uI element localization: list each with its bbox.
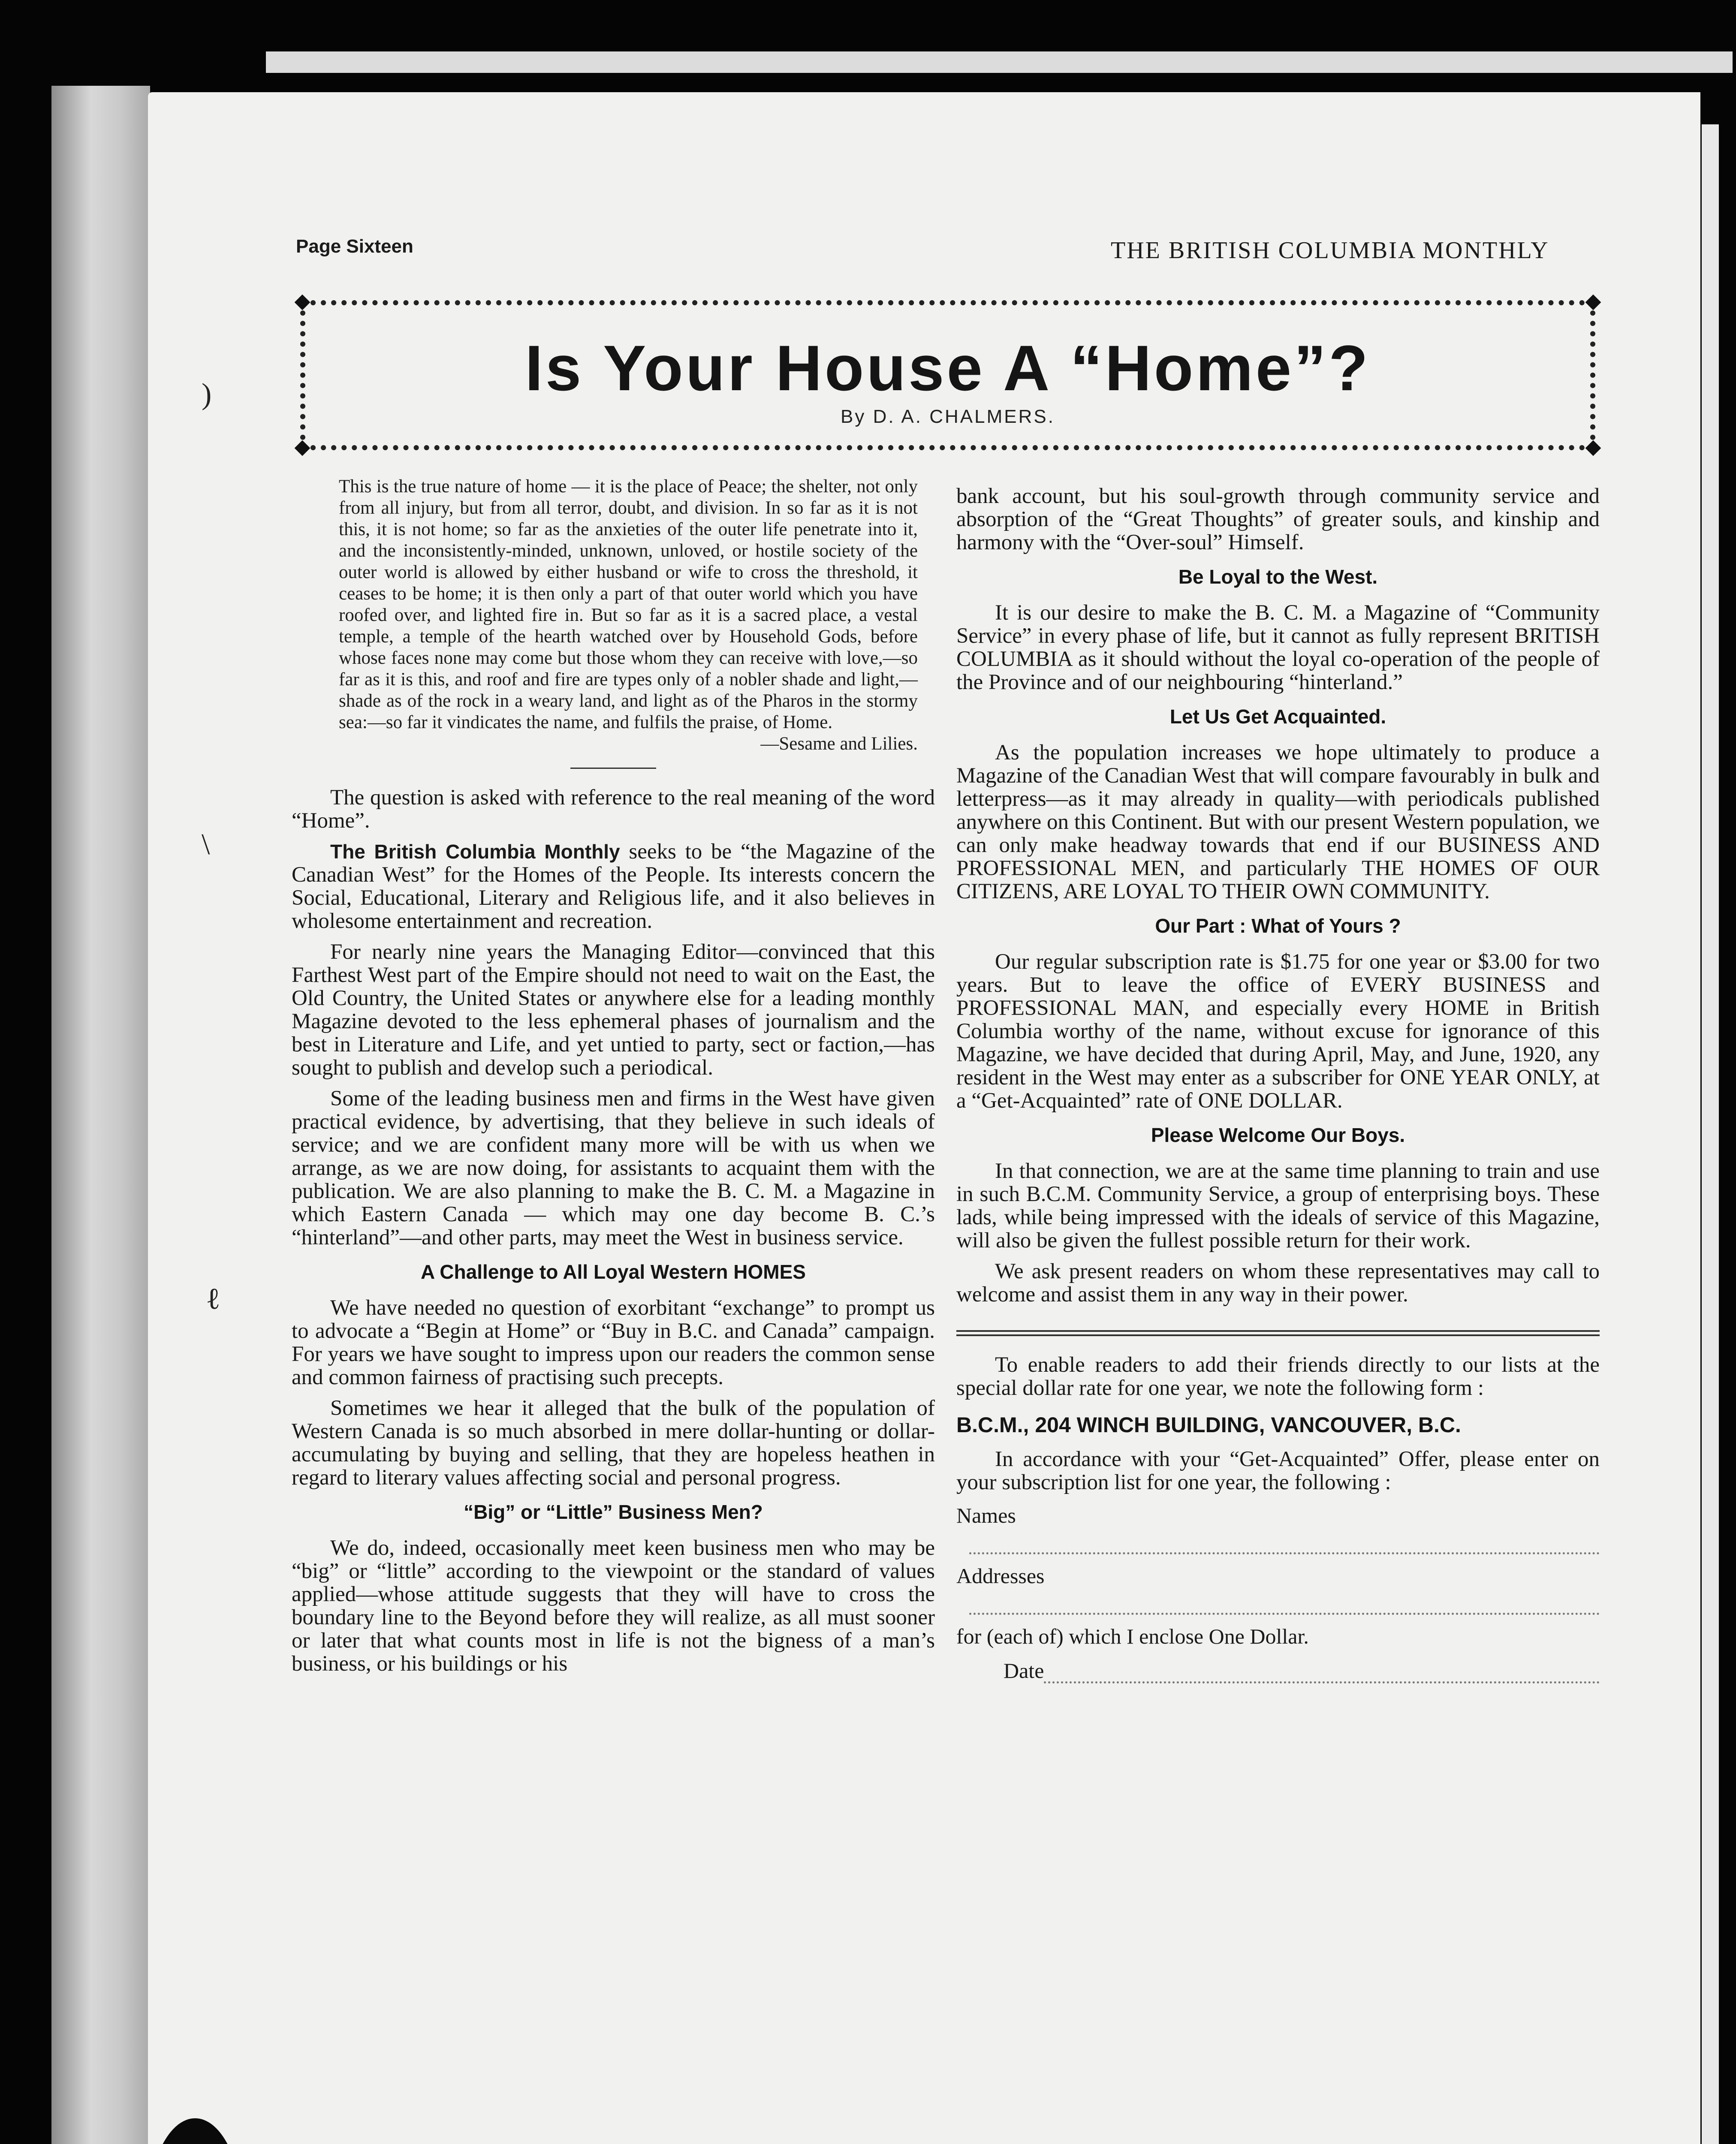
section-heading: Our Part : What of Yours ? (1155, 915, 1401, 937)
divider (570, 768, 656, 769)
paragraph: We do, indeed, occasionally meet keen business men who may be “big” or “little” according to the viewpoint or the standard of values applied—whose attitude suggests that they will have to cross the boundary line to the Beyond before they will realize, as all must sooner or later that what counts most in life is not the bigness of a man’s business, or his buildings or his (292, 1536, 935, 1676)
paragraph: We have needed no question of exorbitant “exchange” to prompt us to advocate a “Begin at Home” or “Buy in B.C. and Canada” campaign. For years we have sought to impress upon our readers the common sense and common fairness of practising such precepts. (292, 1296, 935, 1389)
left-column (292, 476, 935, 1683)
enclose-text: for (each of) which I enclose One Dollar. (956, 1624, 1309, 1648)
top-page-edge (266, 51, 1733, 73)
magazine-title: THE BRITISH COLUMBIA MONTHLY (1111, 237, 1549, 264)
names-label: Names (956, 1503, 1016, 1527)
article-title: Is Your House A “Home”? (525, 332, 1371, 404)
form-intro: In accordance with your “Get-Acquainted” Offer, please enter on your subscription list for one year, the following : (956, 1447, 1600, 1494)
article-byline: By D. A. CHALMERS. (841, 406, 1055, 427)
form-address-heading: B.C.M., 204 WINCH BUILDING, VANCOUVER, B.C. (956, 1413, 1461, 1437)
paragraph: Sometimes we hear it alleged that the bulk of the population of Western Canada is so much absorbed in mere dollar-hunting or dollar-accumulating by buying and selling, that they are hopeless heathen in regard to literary values affecting social and personal progress. (292, 1396, 935, 1490)
margin-mark: ) (202, 378, 212, 411)
paragraph (292, 840, 935, 933)
paragraph: Our regular subscription rate is $1.75 for one year or $3.00 for two years. But to leave the office of EVERY BUSINESS and PROFESSIONAL MAN, and especially every HOME in British Columbia worthy of the name, without excuse for ignorance of this Magazine, we have decided that during April, May, and June, 1920, any resident in the West may enter as a subscriber for ONE YEAR ONLY, at a “Get-Acquainted” rate of ONE DOLLAR. (956, 950, 1600, 1113)
epigraph-source: —Sesame and Lilies. (760, 734, 918, 754)
names-field[interactable] (969, 1528, 1600, 1554)
paragraph: The question is asked with reference to the real meaning of the word “Home”. (292, 786, 935, 833)
section-heading: “Big” or “Little” Business Men? (464, 1501, 763, 1523)
paragraph-text: seeks to be “the Magazine of the Canadian West” for the Homes of the People. Its interests concern the Social, Educational, Literary and Religious life, and it also believes in wholesome entertainment and recreation. (292, 840, 935, 933)
margin-mark: \ (202, 828, 210, 861)
date-row (1004, 1649, 1600, 1683)
date-label: Date (1004, 1659, 1044, 1683)
magazine-name-bold: The British Columbia Monthly (330, 840, 620, 863)
margin-mark: ℓ (206, 1283, 220, 1316)
section-heading: Please Welcome Our Boys. (1151, 1124, 1405, 1146)
paragraph: To enable readers to add their friends directly to our lists at the special dollar rate for one year, we note the following form : (956, 1353, 1600, 1400)
double-divider (956, 1330, 1600, 1336)
paragraph: For nearly nine years the Managing Editor—convinced that this Farthest West part of the Empire should not need to wait on the East, the Old Country, the United States or anywhere else for a leading monthly Magazine devoted to the less ephemeral phases of journalism and the best in Literature and Life, and yet untied to party, sect or faction,—has sought to publish and develop such a periodical. (292, 940, 935, 1080)
section-heading: A Challenge to All Loyal Western HOMES (421, 1261, 806, 1283)
epigraph (292, 476, 935, 755)
page-number-label: Page Sixteen (296, 236, 413, 257)
addresses-field[interactable] (969, 1589, 1600, 1615)
right-column (956, 485, 1600, 1683)
paragraph: bank account, but his soul-growth through community service and absorption of the “Great Thoughts” of greater souls, and kinship and harmony with the “Over-soul” Himself. (956, 484, 1600, 554)
paragraph: In that connection, we are at the same time planning to train and use in such B.C.M. Community Service, a group of enterprising boys. These lads, while being impressed with the ideals of service of this Magazine, will also be given the fullest possible return for their work. (956, 1159, 1600, 1253)
book-binding-edge (51, 86, 150, 2144)
next-page-edge (1702, 124, 1719, 2144)
paragraph: It is our desire to make the B. C. M. a Magazine of “Community Service” in every phase of life, but it cannot as fully represent BRITISH COLUMBIA as it should without the loyal co-operation of the people of the Province and of our neighbouring “hinterland.” (956, 601, 1600, 694)
epigraph-text: This is the true nature of home — it is the place of Peace; the shelter, not only from all injury, but from all terror, doubt, and division. In so far as it is not this, it is not home; so far as the anxieties of the outer life penetrate into it, and the inconsistently-minded, unknown, unloved, or hostile society of the outer world is allowed by either husband or wife to cross the threshold, it ceases to be home; it is then only a part of that outer world which you have roofed over, and lighted fire in. But so far as it is a sacred place, a vestal temple, a temple of the hearth watched over by Household Gods, before whose faces none may come but those whom they can receive with love,—so far as it is this, and roof and fire are types only of a nobler shade and light,—shade as of the rock in a weary land, and light as of the Pharos in the stormy sea:—so far it vindicates the name, and fulfils the praise, of Home. (339, 476, 918, 732)
date-field[interactable] (1044, 1664, 1600, 1683)
section-heading: Let Us Get Acquainted. (1169, 705, 1386, 728)
section-heading: Be Loyal to the West. (1178, 566, 1378, 588)
paragraph: Some of the leading business men and firms in the West have given practical evidence, by advertising, that they believe in such ideals of service; and we are confident many more will be with us when we arrange, as we are now doing, for assistants to acquaint them with the publication. We are also planning to make the B. C. M. a Magazine in which Eastern Canada — which may one day become B. C.’s “hinterland”—and other parts, may meet the West in business service. (292, 1087, 935, 1250)
title-frame (300, 300, 1595, 450)
addresses-label: Addresses (956, 1564, 1045, 1588)
paragraph: We ask present readers on whom these representatives may call to welcome and assist them in any way in their power. (956, 1259, 1600, 1307)
paragraph: As the population increases we hope ultimately to produce a Magazine of the Canadian West that will compare favourably in bulk and letterpress—as it may already in quality—with periodicals published anywhere on this Continent. But with our present Western population, we can only make headway towards that end if our BUSINESS AND PROFESSIONAL MEN, and particularly THE HOMES OF OUR CITIZENS, ARE LOYAL TO THEIR OWN COMMUNITY. (956, 741, 1600, 903)
